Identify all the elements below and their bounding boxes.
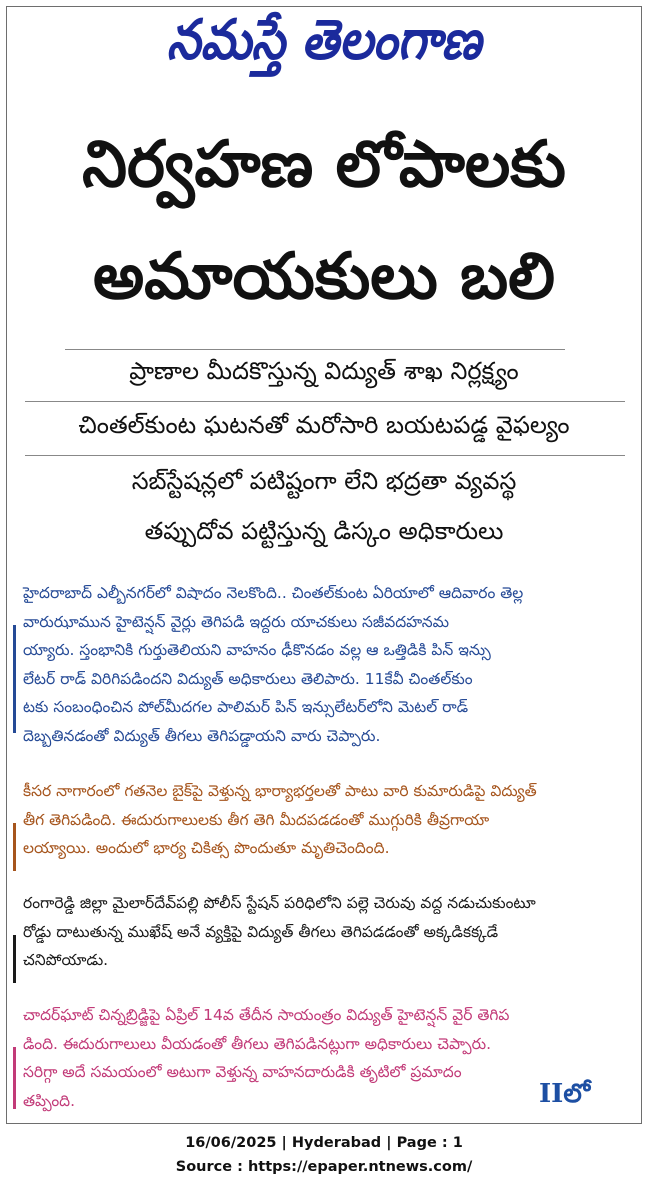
subhead-3: సబ్‌స్టేషన్లలో పటిష్టంగా లేని భద్రతా వ్యవస్థ <box>131 467 517 495</box>
paragraph-marker <box>13 935 16 983</box>
subhead-divider <box>25 401 625 402</box>
headline-line-2: అమాయకులు బలి <box>92 240 556 314</box>
paragraph-2: కీసర నాగారంలో గతనెల బైక్‌పై వెళ్తున్న భార్యాభర్తలతో పాటు వారి కుమారుడిపై విద్యుత్ తీగ తెగిపడింది. ఈదురుగాలులకు తీగ తెగి మీదపడడంతో ముగ్గురికి తీవ్రగాయా లయ్యాయి. అందులో భార్య చికిత్స పొందుతూ మృతిచెందింది. <box>23 782 537 857</box>
paragraph-1: హైదరాబాద్ ఎల్బీనగర్‌లో విషాదం నెలకొంది.. చింతల్‌కుంట ఏరియాలో ఆదివారం తెల్ల వారుఝామున హైటెన్షన్ వైర్లు తెగిపడి ఇద్దరు యాచకులు సజీవదహనమ య్యారు. స్తంభానికి గుర్తుతెలియని వాహనం ఢీకొనడం వల్ల ఆ ఒత్తిడికి పిన్ ఇన్సు లేటర్ రాడ్ విరిగిపడిందని విద్యుత్ అధికారులు తెలిపారు. 11కేవీ చింతల్‌కుం టకు సంబంధించిన పోల్‌మీదగల పాలిమర్ పిన్ ఇన్సులేటర్‌లోని మెటల్ రాడ్ దెబ్బతినడంతో విద్యుత్ తీగలు తెగిపడ్డాయని వారు చెప్పారు. <box>23 584 524 745</box>
paragraph-4: చాదర్‌ఘాట్ చిన్నబ్రిడ్జిపై ఏప్రిల్ 14వ తేదీన సాయంత్రం విద్యుత్ హైటెన్షన్ వైర్ తెగిప డింది. ఈదురుగాలులు వీయడంతో తీగలు తెగిపడినట్లుగా అధికారులు చెప్పారు. సరిగ్గా అదే సమయంలో అటుగా వెళ్తున్న వాహనదారుడికి తృటిలో ప్రమాదం తప్పింది. <box>23 1006 510 1110</box>
newspaper-masthead <box>7 7 641 87</box>
headline-line-1: నిర్వహణ లోపాలకు <box>82 128 566 202</box>
news-clipping <box>6 6 642 1124</box>
subhead-1: ప్రాణాల మీదకొస్తున్న విద్యుత్ శాఖ నిర్లక్ష్యం <box>129 357 519 385</box>
subhead-2: చింతల్‌కుంట ఘటనతో మరోసారి బయటపడ్డ వైఫల్యం <box>78 411 570 439</box>
paragraph-marker <box>13 625 16 733</box>
subhead-divider <box>65 349 565 350</box>
reporter-signature: IIలో <box>539 1079 591 1109</box>
footer-date-edition: 16/06/2025 | Hyderabad | Page : 1 <box>185 1135 463 1151</box>
footer-source-link[interactable]: Source : https://epaper.ntnews.com/ <box>175 1159 473 1175</box>
paragraph-3: రంగారెడ్డి జిల్లా మైలార్‌దేవ్‌పల్లి పోలీస్ స్టేషన్ పరిధిలోని పల్లె చెరువు వద్ద నడుచుకుంటూ రోడ్డు దాటుతున్న ముఖేష్ అనే వ్యక్తిపై విద్యుత్ తీగలు తెగిపడడంతో అక్కడికక్కడే చనిపోయాడు. <box>23 894 536 969</box>
subhead-divider <box>25 455 625 456</box>
paragraph-marker <box>13 823 16 871</box>
paragraph-marker <box>13 1047 16 1109</box>
subhead-4: తప్పుదోవ పట్టిస్తున్న డిస్కం అధికారులు <box>144 517 504 545</box>
masthead-title: నమస్తే తెలంగాణ <box>166 7 482 73</box>
